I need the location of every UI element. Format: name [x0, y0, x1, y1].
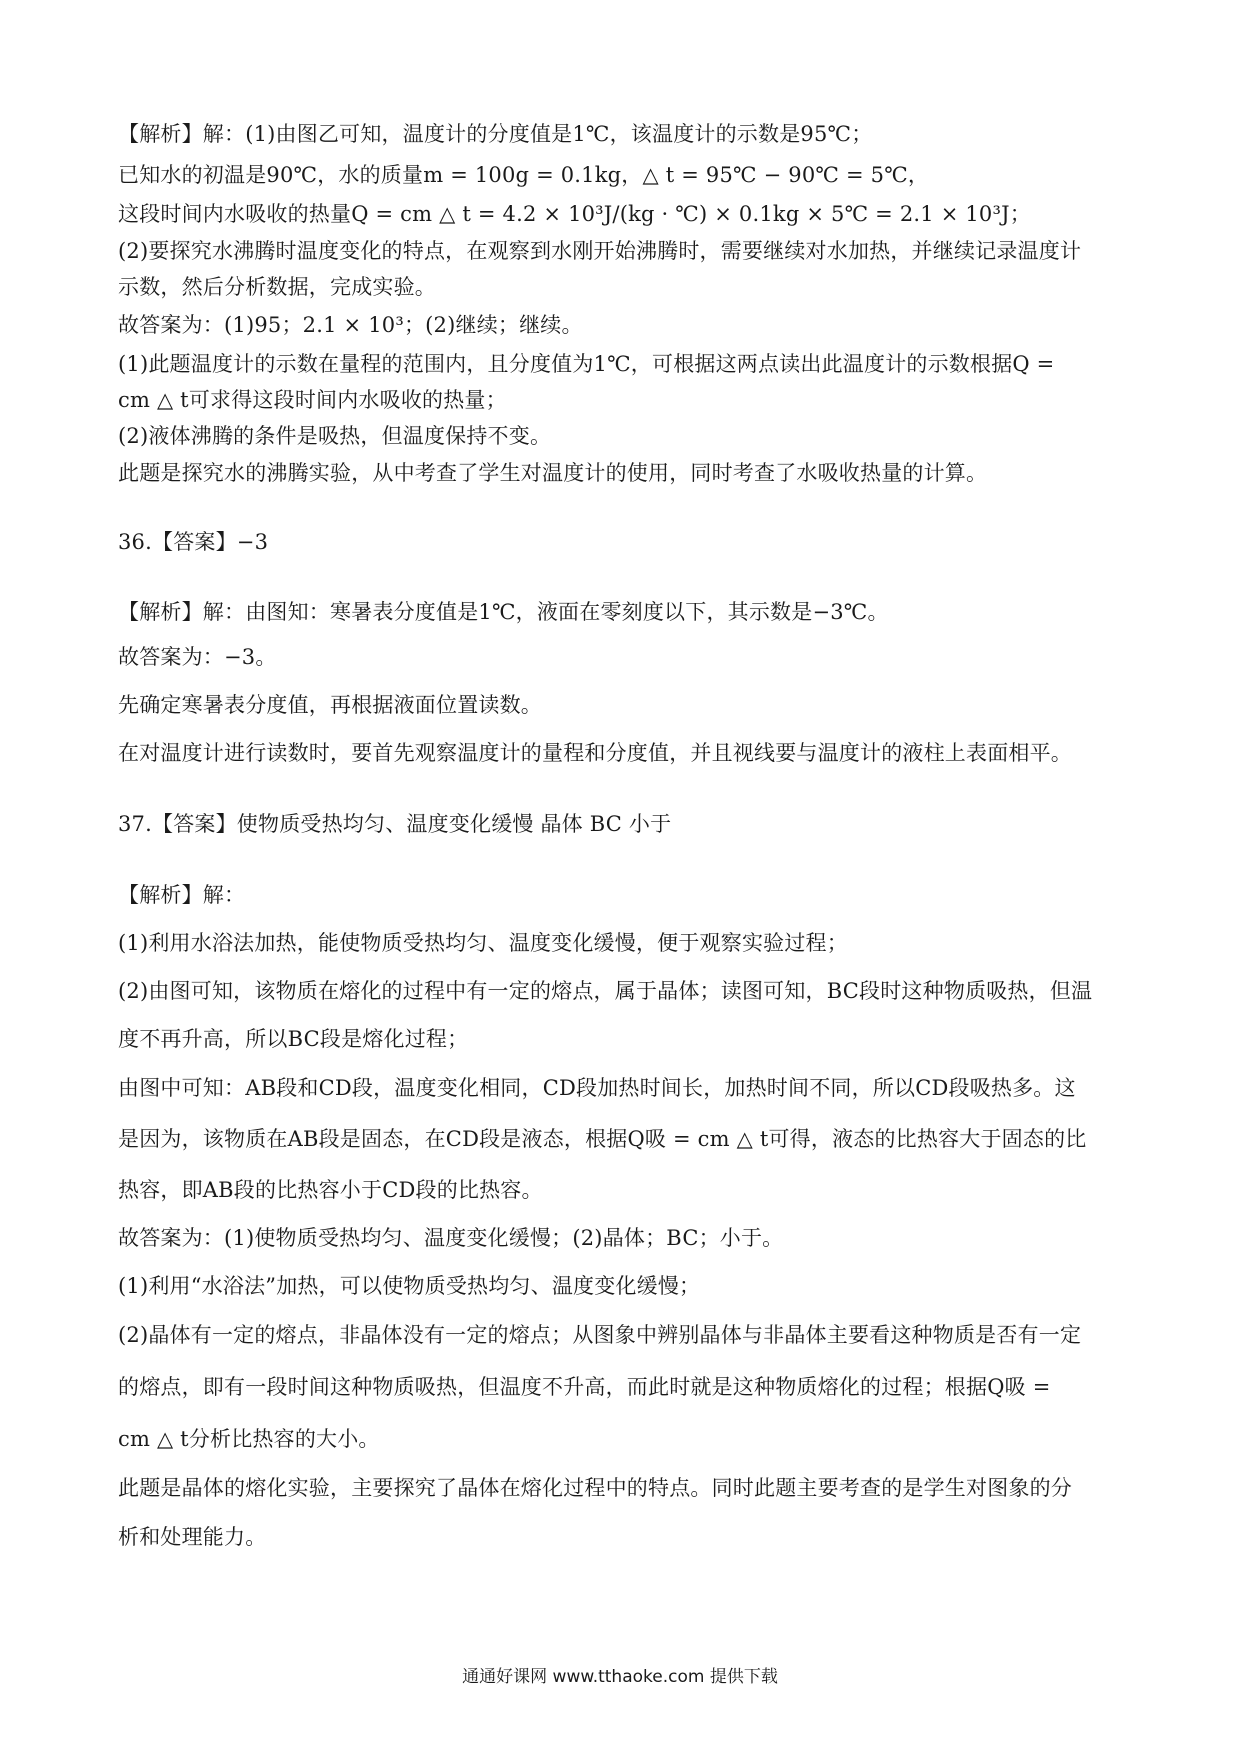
page-footer: 通通好课网 www.tthaoke.com 提供下载	[462, 1667, 778, 1687]
q35-analysis-line-5: 示数，然后分析数据，完成实验。	[118, 275, 436, 299]
q37-answer-summary: 故答案为：(1)使物质受热均匀、温度变化缓慢；(2)晶体；BC；小于。	[118, 1226, 784, 1250]
q36-answer-summary: 故答案为：−3。	[118, 645, 277, 669]
q36-analysis-line-4: 在对温度计进行读数时，要首先观察温度计的量程和分度值，并且视线要与温度计的液柱上表面相平。	[118, 741, 1072, 765]
q35-analysis-line-1: 【解析】解：(1)由图乙可知，温度计的分度值是1℃，该温度计的示数是95℃；	[118, 122, 873, 146]
q37-analysis-line-13: 此题是晶体的熔化实验，主要探究了晶体在熔化过程中的特点。同时此题主要考查的是学生对图象的分	[118, 1476, 1072, 1500]
q35-analysis-line-7: (1)此题温度计的示数在量程的范围内，且分度值为1℃，可根据这两点读出此温度计的示数根据Q =	[118, 352, 1055, 376]
q35-analysis-line-10: 此题是探究水的沸腾实验，从中考查了学生对温度计的使用，同时考查了水吸收热量的计算。	[118, 461, 988, 485]
q35-analysis-line-2: 已知水的初温是90℃，水的质量m = 100g = 0.1kg，△ t = 95℃ − 90℃ = 5℃，	[118, 163, 930, 187]
q35-analysis-line-9: (2)液体沸腾的条件是吸热，但温度保持不变。	[118, 424, 552, 448]
q36-analysis-line-1: 【解析】解：由图知：寒暑表分度值是1℃，液面在零刻度以下，其示数是−3℃。	[118, 600, 889, 624]
q37-analysis-line-1: 【解析】解：	[118, 883, 246, 907]
q37-analysis-line-5: 由图中可知：AB段和CD段，温度变化相同，CD段加热时间长，加热时间不同，所以CD段吸热多。这	[118, 1076, 1076, 1100]
q37-analysis-line-2: (1)利用水浴法加热，能使物质受热均匀、温度变化缓慢，便于观察实验过程；	[118, 931, 848, 955]
q37-answer: 37.【答案】使物质受热均匀、温度变化缓慢 晶体 BC 小于	[118, 812, 672, 836]
q37-analysis-line-7: 热容，即AB段的比热容小于CD段的比热容。	[118, 1178, 543, 1202]
q35-analysis-line-8: cm △ t可求得这段时间内水吸收的热量；	[118, 388, 507, 412]
q37-analysis-line-10: (2)晶体有一定的熔点，非晶体没有一定的熔点；从图象中辨别晶体与非晶体主要看这种物质是否有一定	[118, 1323, 1082, 1347]
q37-analysis-line-12: cm △ t分析比热容的大小。	[118, 1427, 380, 1451]
q37-analysis-line-9: (1)利用“水浴法”加热，可以使物质受热均匀、温度变化缓慢；	[118, 1274, 701, 1298]
q37-analysis-line-14: 析和处理能力。	[118, 1525, 267, 1549]
q37-analysis-line-6: 是因为，该物质在AB段是固态，在CD段是液态，根据Q吸 = cm △ t可得，液态的比热容大于固态的比	[118, 1127, 1087, 1151]
q37-analysis-line-3: (2)由图可知，该物质在熔化的过程中有一定的熔点，属于晶体；读图可知，BC段时这种物质吸热，但温	[118, 979, 1093, 1003]
q35-analysis-line-3: 这段时间内水吸收的热量Q = cm △ t = 4.2 × 10³J/(kg · ℃) × 0.1kg × 5℃ = 2.1 × 10³J；	[118, 202, 1031, 226]
q35-analysis-line-4: (2)要探究水沸腾时温度变化的特点，在观察到水刚开始沸腾时，需要继续对水加热，并继续记录温度计	[118, 239, 1082, 263]
q36-answer: 36.【答案】−3	[118, 530, 269, 554]
q37-analysis-line-11: 的熔点，即有一段时间这种物质吸热，但温度不升高，而此时就是这种物质熔化的过程；根据Q吸 =	[118, 1375, 1051, 1399]
q35-answer-summary: 故答案为：(1)95；2.1 × 10³；(2)继续；继续。	[118, 313, 583, 337]
q37-analysis-line-4: 度不再升高，所以BC段是熔化过程；	[118, 1027, 469, 1051]
q36-analysis-line-3: 先确定寒暑表分度值，再根据液面位置读数。	[118, 693, 542, 717]
